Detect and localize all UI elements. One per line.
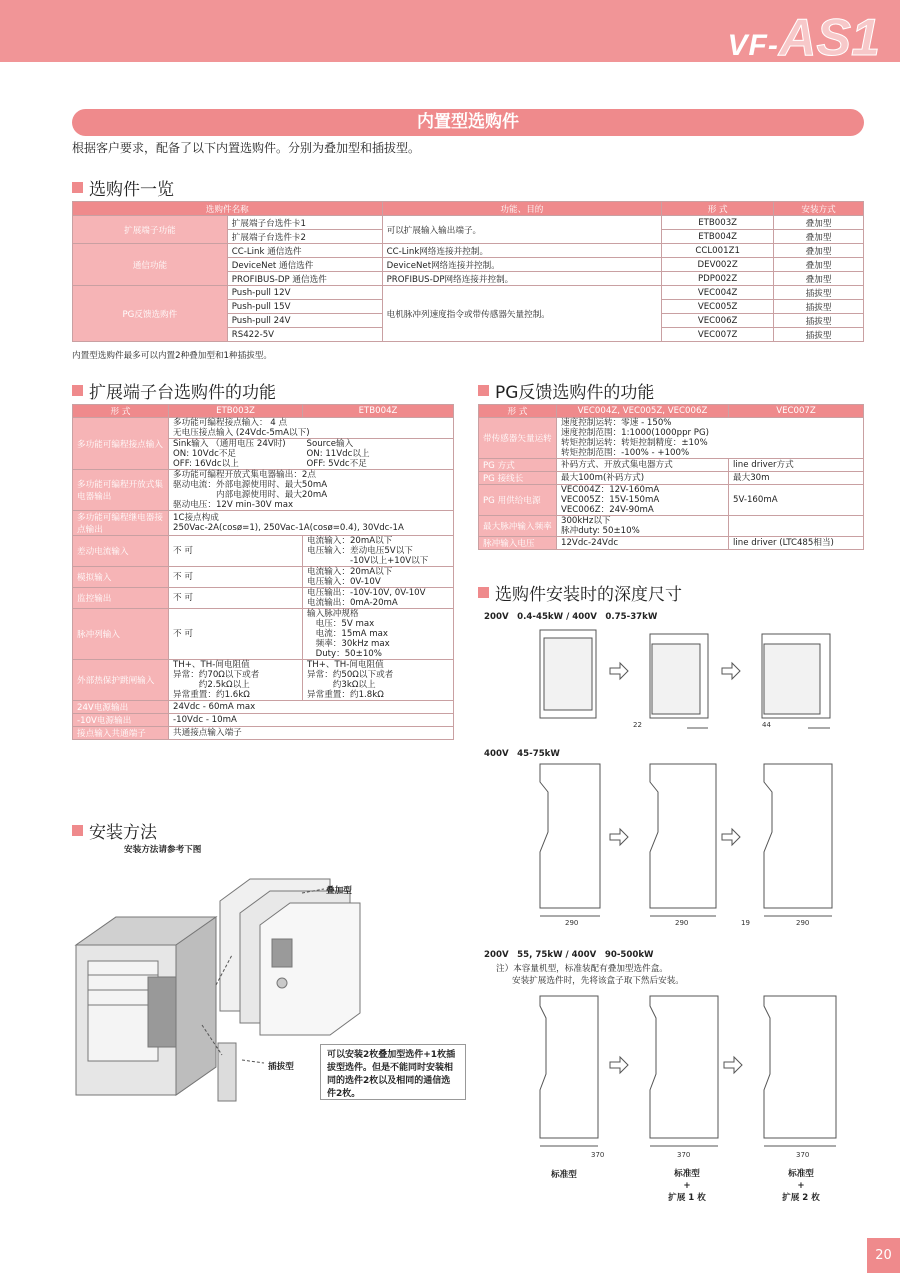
spec-cell: 24Vdc - 60mA max bbox=[169, 701, 454, 714]
function-cell: 可以扩展输入输出端子。 bbox=[382, 216, 662, 244]
model-cell: CCL001Z1 bbox=[662, 244, 774, 258]
page-number: 20 bbox=[867, 1238, 900, 1273]
bullet-square-icon bbox=[478, 587, 489, 598]
mount-cell: 叠加型 bbox=[774, 216, 864, 230]
model-label: 标准型 bbox=[551, 1170, 577, 1180]
row-label: 脉冲列输入 bbox=[73, 609, 169, 660]
depth-group3-drawing bbox=[478, 990, 864, 1155]
row-label: 24V电源输出 bbox=[73, 701, 169, 714]
spec-cell: 补码方式、开放式集电器方式 bbox=[557, 459, 729, 472]
spec-cell: line driver方式 bbox=[729, 459, 864, 472]
mount-cell: 叠加型 bbox=[774, 244, 864, 258]
function-cell: DeviceNet网络连接并控制。 bbox=[382, 258, 662, 272]
col-header: 形 式 bbox=[479, 405, 557, 418]
model-cell: ETB004Z bbox=[662, 230, 774, 244]
spec-cell: 不 可 bbox=[169, 588, 303, 609]
depth-group3-note1: 注）本容量机型，标准装配有叠加型选件盒。 bbox=[496, 964, 668, 974]
row-label: 最大脉冲输入频率 bbox=[479, 516, 557, 537]
row-label: 差动电流输入 bbox=[73, 536, 169, 567]
option-name: CC-Link 通信选件 bbox=[227, 244, 382, 258]
spec-cell: 共通接点输入端子 bbox=[169, 727, 454, 740]
mount-cell: 插拔型 bbox=[774, 300, 864, 314]
option-name: PROFIBUS-DP 通信选件 bbox=[227, 272, 382, 286]
depth-group1-drawing bbox=[478, 620, 864, 740]
spec-cell: 输入脉冲规格 电压：5V max 电流：15mA max 频率：30kHz max Duty：50±10% bbox=[303, 609, 454, 660]
pg-feedback-table bbox=[478, 404, 864, 550]
plugin-type-label: 插拔型 bbox=[268, 1062, 294, 1072]
category-cell: PG反馈选购件 bbox=[73, 286, 228, 342]
category-cell: 扩展端子功能 bbox=[73, 216, 228, 244]
model-label-stack: 标准型 + 扩展 2 枚 bbox=[782, 1169, 820, 1203]
spec-cell: Source输入 ON: 11Vdc以上 OFF: 5Vdc不足 bbox=[303, 439, 454, 470]
model-cell: VEC006Z bbox=[662, 314, 774, 328]
pg-feedback-heading: PG反馈选购件的功能 bbox=[478, 378, 654, 403]
row-label: 多功能可编程开放式集电器输出 bbox=[73, 470, 169, 511]
spec-cell: 300kHz以下 脉冲duty: 50±10% bbox=[557, 516, 729, 537]
category-cell: 通信功能 bbox=[73, 244, 228, 286]
model-cell: VEC007Z bbox=[662, 328, 774, 342]
bullet-square-icon bbox=[72, 182, 83, 193]
mount-cell: 叠加型 bbox=[774, 230, 864, 244]
spec-cell: 最大30m bbox=[729, 472, 864, 485]
model-label-stack: 标准型 + 扩展 1 枚 bbox=[668, 1169, 706, 1203]
stack-type-label: 叠加型 bbox=[326, 886, 352, 896]
model-cell: DEV002Z bbox=[662, 258, 774, 272]
dim-label: 370 bbox=[796, 1151, 810, 1159]
col-header: 形 式 bbox=[73, 405, 169, 418]
row-label: 外部热保护跳闸输入 bbox=[73, 660, 169, 701]
bullet-square-icon bbox=[478, 385, 489, 396]
row-label: 多功能可编程继电器接点输出 bbox=[73, 511, 169, 536]
dim-label: 290 bbox=[675, 919, 689, 927]
spec-cell: -10Vdc - 10mA bbox=[169, 714, 454, 727]
row-label: 多功能可编程接点输入 bbox=[73, 418, 169, 470]
model-cell: VEC005Z bbox=[662, 300, 774, 314]
option-name: Push-pull 12V bbox=[227, 286, 382, 300]
dim-label: 19 bbox=[741, 919, 750, 927]
dim-label: 44 bbox=[762, 721, 771, 729]
spec-cell: 多功能可编程开放式集电器输出：2点 驱动电流：外部电源使用时、最大50mA 内部电源使用时、最大20mA 驱动电压：12V min-30V max bbox=[169, 470, 454, 511]
overview-note: 内置型选购件最多可以内置2种叠加型和1种插拔型。 bbox=[72, 351, 272, 361]
spec-cell: 不 可 bbox=[169, 567, 303, 588]
overview-heading: 选购件一览 bbox=[72, 175, 174, 200]
depth-group3-note2: 安装扩展选件时，先将该盒子取下然后安装。 bbox=[512, 976, 684, 986]
row-label: 监控输出 bbox=[73, 588, 169, 609]
col-header: 安装方式 bbox=[774, 202, 864, 216]
model-cell: VEC004Z bbox=[662, 286, 774, 300]
spec-cell: 多功能可编程接点输入： 4 点 无电压接点输入 (24Vdc-5mA以下) bbox=[169, 418, 454, 439]
spec-cell bbox=[729, 516, 864, 537]
model-cell: ETB003Z bbox=[662, 216, 774, 230]
option-name: Push-pull 24V bbox=[227, 314, 382, 328]
row-label: 模拟输入 bbox=[73, 567, 169, 588]
col-header: 选购件名称 bbox=[73, 202, 383, 216]
spec-cell: line driver (LTC485相当) bbox=[729, 537, 864, 550]
depth-group1-title: 200V 0.4-45kW / 400V 0.75-37kW bbox=[484, 612, 658, 622]
dim-label: 22 bbox=[633, 721, 642, 729]
overview-table bbox=[72, 201, 864, 342]
spec-cell: VEC004Z：12V-160mA VEC005Z：15V-150mA VEC006Z：24V-90mA bbox=[557, 485, 729, 516]
mount-cell: 插拔型 bbox=[774, 286, 864, 300]
spec-cell: 不 可 bbox=[169, 536, 303, 567]
col-header: 形 式 bbox=[662, 202, 774, 216]
option-name: 扩展端子台选件卡1 bbox=[227, 216, 382, 230]
mount-cell: 插拔型 bbox=[774, 328, 864, 342]
install-note-box: 可以安装2枚叠加型选件+1枚插拔型选件。但是不能同时安装相同的选件2枚以及相同的通信选件2枚。 bbox=[320, 1044, 466, 1100]
depth-heading: 选购件安装时的深度尺寸 bbox=[478, 580, 682, 605]
function-cell: PROFIBUS-DP网络连接并控制。 bbox=[382, 272, 662, 286]
brand-model: AS1 bbox=[778, 9, 880, 67]
depth-group2-drawing bbox=[478, 758, 864, 928]
row-label: 接点输入共通端子 bbox=[73, 727, 169, 740]
spec-cell: Sink输入 （通用电压 24V时) ON: 10Vdc不足 OFF: 16Vdc以上 bbox=[169, 439, 303, 470]
intro-text: 根据客户要求，配备了以下内置选购件。分别为叠加型和插拔型。 bbox=[72, 141, 421, 155]
spec-cell: TH+、TH-间电阻值 异常：约70Ω以下或者 约2.5kΩ以上 异常重置：约1.6kΩ bbox=[169, 660, 303, 701]
row-label: -10V电源输出 bbox=[73, 714, 169, 727]
option-name: DeviceNet 通信选件 bbox=[227, 258, 382, 272]
mount-cell: 插拔型 bbox=[774, 314, 864, 328]
mount-cell: 叠加型 bbox=[774, 272, 864, 286]
install-heading: 安装方法 bbox=[72, 818, 157, 843]
spec-cell: 1C接点构成 250Vac-2A(cosø=1), 250Vac-1A(cosø=0.4), 30Vdc-1A bbox=[169, 511, 454, 536]
col-header: VEC004Z, VEC005Z, VEC006Z bbox=[557, 405, 729, 418]
spec-cell: 电流输入：20mA以下 电压输入：差动电压5V以下 -10V以上+10V以下 bbox=[303, 536, 454, 567]
ext-terminal-table bbox=[72, 404, 454, 740]
row-label: 脉冲输入电压 bbox=[479, 537, 557, 550]
row-label: PG 方式 bbox=[479, 459, 557, 472]
mount-cell: 叠加型 bbox=[774, 258, 864, 272]
spec-cell: 电流输入：20mA以下 电压输入：0V-10V bbox=[303, 567, 454, 588]
function-cell: CC-Link网络连接并控制。 bbox=[382, 244, 662, 258]
bullet-square-icon bbox=[72, 385, 83, 396]
dim-label: 290 bbox=[565, 919, 579, 927]
spec-cell: 不 可 bbox=[169, 609, 303, 660]
model-cell: PDP002Z bbox=[662, 272, 774, 286]
function-cell: 电机脉冲列速度指令或带传感器矢量控制。 bbox=[382, 286, 662, 342]
option-name: RS422-5V bbox=[227, 328, 382, 342]
depth-group2-title: 400V 45-75kW bbox=[484, 749, 560, 759]
spec-cell: 速度控制运转：零速 - 150% 速度控制范围：1:1000(1000ppr PG) 转矩控制运转：转矩控制精度：±10% 转矩控制范围：-100% - +100% bbox=[557, 418, 864, 459]
row-label: 带传感器矢量运转 bbox=[479, 418, 557, 459]
bullet-square-icon bbox=[72, 825, 83, 836]
dim-label: 290 bbox=[796, 919, 810, 927]
spec-cell: 最大100m(补码方式) bbox=[557, 472, 729, 485]
depth-group3-title: 200V 55, 75kW / 400V 90-500kW bbox=[484, 950, 654, 960]
dim-label: 370 bbox=[591, 1151, 605, 1159]
col-header: VEC007Z bbox=[729, 405, 864, 418]
install-caption: 安装方法请参考下图 bbox=[124, 845, 202, 855]
col-header: 功能、目的 bbox=[382, 202, 662, 216]
option-name: 扩展端子台选件卡2 bbox=[227, 230, 382, 244]
spec-cell: TH+、TH-间电阻值 异常：约50Ω以下或者 约3kΩ以上 异常重置：约1.8kΩ bbox=[303, 660, 454, 701]
section-title: 内置型选购件 bbox=[72, 109, 864, 136]
row-label: PG 用供给电源 bbox=[479, 485, 557, 516]
row-label: PG 接线长 bbox=[479, 472, 557, 485]
option-name: Push-pull 15V bbox=[227, 300, 382, 314]
spec-cell: 12Vdc-24Vdc bbox=[557, 537, 729, 550]
brand-prefix: VF- bbox=[727, 29, 779, 62]
brand-logo bbox=[728, 8, 880, 68]
spec-cell: 电压输出：-10V-10V, 0V-10V 电流输出：0mA-20mA bbox=[303, 588, 454, 609]
dim-label: 370 bbox=[677, 1151, 691, 1159]
ext-terminal-heading: 扩展端子台选购件的功能 bbox=[72, 378, 276, 403]
col-header: ETB003Z bbox=[169, 405, 303, 418]
col-header: ETB004Z bbox=[303, 405, 454, 418]
spec-cell: 5V-160mA bbox=[729, 485, 864, 516]
